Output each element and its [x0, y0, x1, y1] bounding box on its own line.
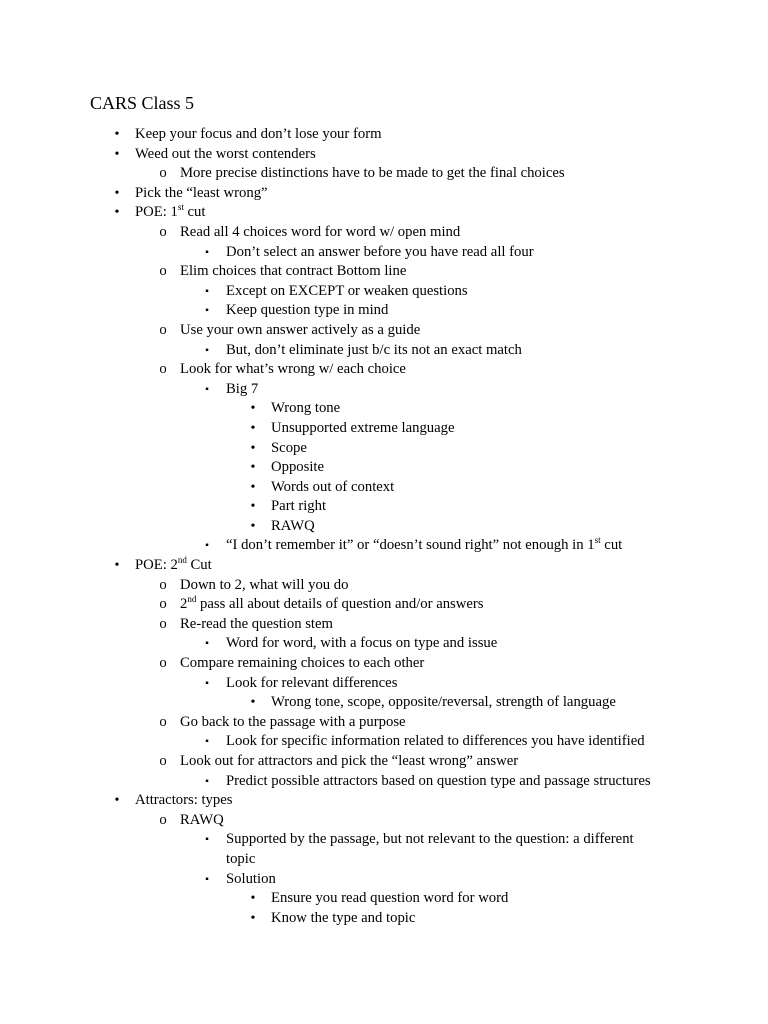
list-marker-bullet: •	[250, 518, 256, 534]
list-item	[0, 478, 768, 498]
list-item-main-text: Unsupported extreme language	[271, 419, 455, 436]
list-item-main-text: More precise distinctions have to be made to get the final choices	[180, 165, 565, 182]
list-marker-square: ▪	[205, 540, 209, 552]
list-item-main-text: Compare remaining choices to each other	[180, 655, 425, 672]
list-item-main-text: Solution	[226, 870, 276, 887]
list-item	[0, 576, 768, 596]
list-item-text	[271, 399, 340, 419]
list-item	[0, 458, 768, 478]
list-item	[0, 634, 768, 654]
list-item-main-text: Look for specific information related to differences you have identified	[226, 733, 645, 750]
list-item	[0, 243, 768, 263]
list-item	[0, 752, 768, 772]
list-item	[0, 791, 768, 811]
list-marker-bullet: •	[114, 127, 120, 142]
list-item-main-text: Big 7	[226, 380, 259, 397]
list-item-text	[135, 203, 205, 223]
list-item-main-text: Wrong tone	[271, 400, 341, 417]
list-marker-bullet: •	[250, 479, 256, 495]
ordinal-superscript: nd	[187, 594, 197, 605]
list-item-text	[271, 889, 508, 909]
list-marker-bullet: •	[250, 891, 256, 907]
list-marker-circle: o	[159, 223, 167, 240]
list-marker-bullet: •	[114, 558, 120, 574]
list-item	[0, 595, 768, 615]
list-item-text	[180, 576, 349, 596]
list-item-main-text: Scope	[271, 439, 307, 456]
list-marker-circle: o	[159, 811, 167, 828]
list-item-text	[180, 262, 406, 282]
list-marker-bullet: •	[114, 793, 120, 809]
list-item-text	[135, 556, 212, 576]
list-item	[0, 145, 768, 165]
list-item-text	[226, 870, 276, 890]
list-marker-square: ▪	[205, 638, 209, 650]
list-item	[0, 556, 768, 576]
list-marker-circle: o	[159, 753, 167, 769]
list-item-text	[271, 909, 415, 929]
list-marker-square: ▪	[205, 305, 209, 317]
list-marker-bullet: •	[250, 420, 256, 436]
list-item-text	[271, 693, 616, 713]
list-marker-circle: o	[159, 361, 167, 378]
list-item	[0, 321, 768, 341]
list-item-main-text: Ensure you read question word for word	[271, 890, 509, 907]
list-marker-square: ▪	[205, 383, 209, 395]
list-item	[0, 497, 768, 517]
list-item-main-text: Pick the “least wrong”	[135, 184, 268, 201]
ordinal-superscript: st	[594, 535, 601, 546]
list-marker-bullet: •	[114, 205, 120, 221]
list-item	[0, 262, 768, 282]
list-item	[0, 164, 768, 184]
list-item-text	[271, 419, 455, 439]
list-item-main-text: Except on EXCEPT or weaken questions	[226, 282, 468, 299]
list-item	[0, 282, 768, 302]
document-title: CARS Class 5	[90, 93, 195, 113]
list-item-text	[226, 772, 651, 792]
list-item-text	[135, 125, 382, 145]
list-item	[0, 870, 768, 890]
list-item	[0, 674, 768, 694]
list-marker-square: ▪	[205, 736, 209, 748]
list-item-text	[271, 478, 394, 498]
list-item-main-text: Opposite	[271, 459, 325, 476]
list-item	[0, 301, 768, 321]
list-item-text	[226, 301, 388, 321]
list-marker-bullet: •	[250, 910, 256, 926]
list-marker-circle: o	[159, 713, 167, 730]
list-item	[0, 125, 768, 145]
list-item-main-text: RAWQ	[180, 811, 224, 828]
list-item-text	[180, 615, 333, 635]
list-item-text	[180, 321, 420, 341]
list-item-main-text: Go back to the passage with a purpose	[180, 713, 406, 730]
list-item	[0, 772, 768, 792]
list-item	[0, 341, 768, 361]
list-item-main-text: Use your own answer actively as a guide	[180, 321, 421, 338]
list-item-main-text: Look out for attractors and pick the “least wrong” answer	[180, 753, 519, 769]
list-marker-circle: o	[159, 263, 167, 280]
list-marker-bullet: •	[250, 460, 256, 476]
list-item	[0, 399, 768, 419]
list-marker-bullet: •	[114, 146, 120, 162]
list-marker-circle: o	[159, 321, 167, 338]
list-item-text	[180, 164, 565, 184]
list-item	[0, 811, 768, 831]
list-item-text	[226, 243, 534, 263]
list-item-text	[226, 282, 468, 302]
list-item	[0, 693, 768, 713]
list-item-main-text: Attractors: types	[135, 792, 233, 809]
list-item-text	[180, 595, 484, 615]
list-item	[0, 889, 768, 909]
list-marker-bullet: •	[250, 401, 256, 417]
list-item-main-text: Read all 4 choices word for word w/ open mind	[180, 223, 461, 240]
list-item	[0, 184, 768, 204]
list-item	[0, 517, 768, 537]
list-item-text	[180, 360, 406, 380]
list-item	[0, 223, 768, 243]
list-item-text	[135, 184, 268, 204]
list-item	[0, 732, 768, 752]
list-item-main-text: RAWQ	[271, 517, 315, 534]
list-marker-bullet: •	[250, 440, 256, 456]
list-item	[0, 439, 768, 459]
list-item-text	[226, 674, 397, 694]
list-marker-bullet: •	[250, 499, 256, 515]
list-item	[0, 713, 768, 733]
list-item-main-text: Word for word, with a focus on type and issue	[226, 635, 498, 652]
notes-outline	[0, 125, 768, 928]
list-item-text	[135, 145, 316, 165]
list-marker-square: ▪	[205, 344, 209, 356]
list-item	[0, 203, 768, 223]
list-item-main-text: Supported by the passage, but not relevant to the question: a different topic	[226, 831, 634, 867]
list-item-main-text: Wrong tone, scope, opposite/reversal, strength of language	[271, 694, 616, 711]
list-item-main-text: Part right	[271, 498, 327, 515]
list-item-main-text: Words out of context	[271, 478, 395, 495]
list-marker-square: ▪	[205, 677, 209, 689]
list-item-text	[180, 752, 518, 772]
list-marker-bullet: •	[114, 185, 120, 201]
list-item	[0, 615, 768, 635]
list-marker-circle: o	[159, 655, 167, 672]
list-marker-square: ▪	[205, 775, 209, 787]
list-item-main-text: POE: 2	[135, 557, 178, 574]
list-item-main-text: Predict possible attractors based on question type and passage structures	[226, 772, 651, 789]
list-item	[0, 419, 768, 439]
list-item-main-text: Don’t select an answer before you have read all four	[226, 243, 534, 260]
list-item-text	[271, 439, 307, 459]
list-marker-square: ▪	[205, 834, 209, 846]
list-marker-circle: o	[159, 615, 167, 632]
list-item-text	[271, 517, 315, 537]
list-item-text	[180, 654, 424, 674]
list-item-main-text: Look for relevant differences	[226, 674, 398, 691]
list-item-trailing-text: cut	[183, 204, 206, 221]
list-item-main-text: 2	[180, 596, 188, 613]
list-item-text	[271, 458, 324, 478]
list-item-main-text: Keep question type in mind	[226, 302, 389, 319]
list-item-main-text: Elim choices that contract Bottom line	[180, 263, 407, 280]
list-item-text	[226, 380, 258, 400]
list-item-text	[226, 732, 645, 752]
list-marker-square: ▪	[205, 285, 209, 297]
list-item	[0, 909, 768, 929]
list-item-text	[180, 223, 460, 243]
list-item-main-text: “I don’t remember it” or “doesn’t sound right” not enough in 1	[226, 537, 595, 554]
list-marker-circle: o	[159, 596, 167, 613]
list-item-text	[271, 497, 326, 517]
list-item-main-text: But, don’t eliminate just b/c its not an exact match	[226, 341, 522, 358]
list-item-main-text: Keep your focus and don’t lose your form	[135, 126, 382, 142]
list-item-text	[135, 791, 232, 811]
list-item-trailing-text: pass all about details of question and/or answers	[196, 596, 484, 613]
list-item-text	[226, 536, 622, 556]
list-item-main-text: POE: 1	[135, 204, 178, 221]
list-marker-square: ▪	[205, 873, 209, 885]
list-marker-circle: o	[159, 165, 167, 182]
list-item-main-text: Know the type and topic	[271, 909, 416, 926]
list-item	[0, 830, 768, 869]
ordinal-superscript: st	[177, 202, 184, 213]
list-item-text	[226, 341, 522, 361]
list-item-text	[180, 713, 406, 733]
list-item	[0, 380, 768, 400]
list-item-trailing-text: cut	[600, 537, 623, 554]
list-item	[0, 536, 768, 556]
list-item-main-text: Down to 2, what will you do	[180, 576, 349, 593]
list-item-text	[226, 830, 666, 869]
list-item-text	[226, 634, 497, 654]
list-item-main-text: Re-read the question stem	[180, 615, 333, 632]
list-item	[0, 654, 768, 674]
list-marker-circle: o	[159, 576, 167, 593]
list-item	[0, 360, 768, 380]
list-item-trailing-text: Cut	[186, 557, 212, 574]
list-item-main-text: Weed out the worst contenders	[135, 145, 316, 162]
ordinal-superscript: nd	[177, 555, 187, 566]
list-item-text	[180, 811, 224, 831]
list-marker-bullet: •	[250, 695, 256, 711]
list-marker-square: ▪	[205, 246, 209, 258]
list-item-main-text: Look for what’s wrong w/ each choice	[180, 361, 406, 378]
